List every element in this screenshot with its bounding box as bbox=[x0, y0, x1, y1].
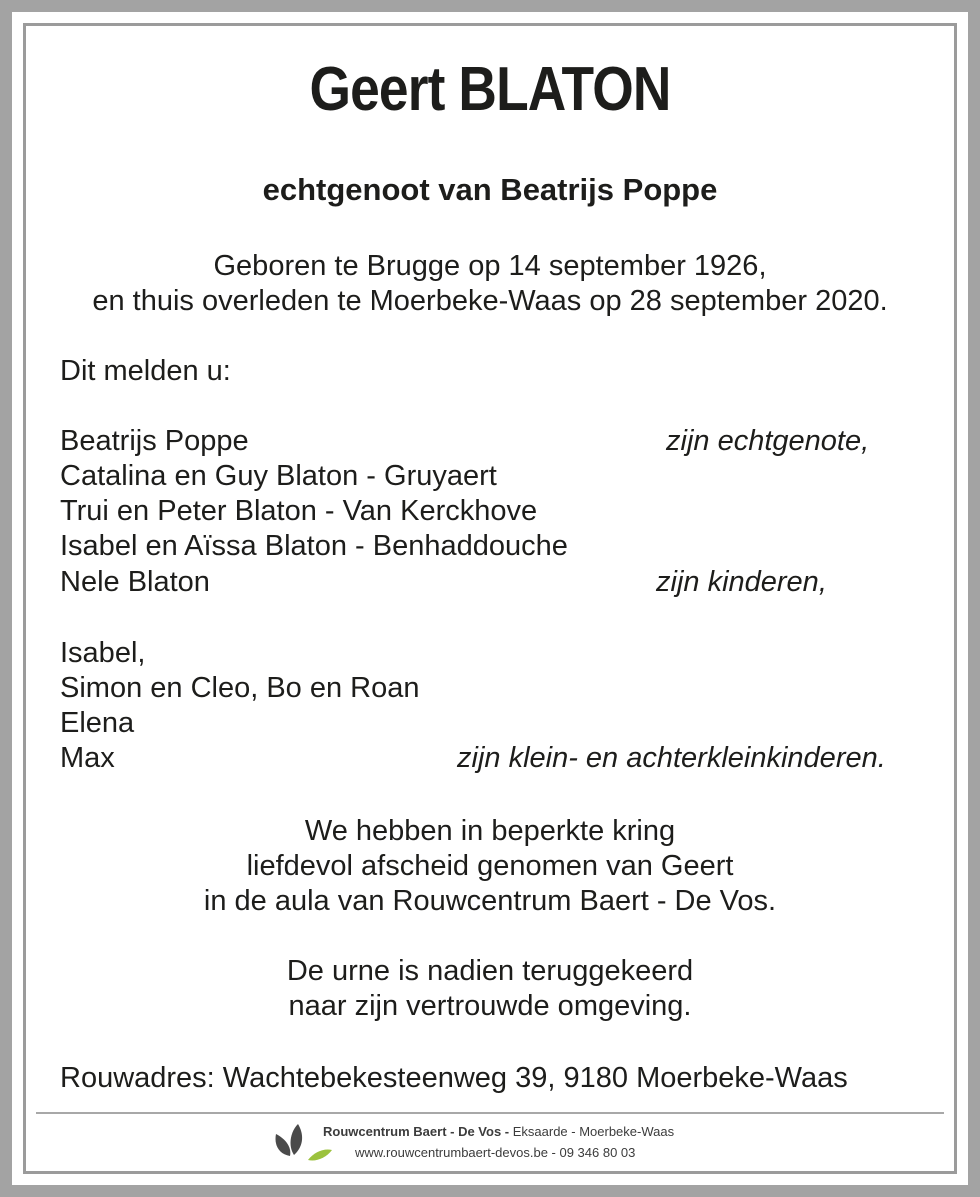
spouse-line: echtgenoot van Beatrijs Poppe bbox=[262, 172, 718, 207]
footer-divider bbox=[36, 1112, 944, 1114]
spouse-name: Beatrijs Poppe bbox=[60, 425, 249, 457]
urn-line-1: De urne is nadien teruggekeerd bbox=[286, 955, 694, 987]
child-2: Trui en Peter Blaton - Van Kerckhove bbox=[60, 495, 538, 527]
children-role: zijn kinderen, bbox=[656, 566, 827, 598]
urn-line-2: naar zijn vertrouwde omgeving. bbox=[288, 990, 692, 1022]
footer-contact[interactable]: www.rouwcentrumbaert-devos.be - 09 346 80 03 bbox=[355, 1145, 636, 1160]
died-line: en thuis overleden te Moerbeke-Waas op 28 september 2020. bbox=[92, 285, 888, 317]
farewell-line-3: in de aula van Rouwcentrum Baert - De Vos. bbox=[203, 885, 777, 917]
spouse-role: zijn echtgenote, bbox=[666, 425, 870, 457]
farewell-line-2: liefdevol afscheid genomen van Geert bbox=[246, 850, 734, 882]
grandchild-4: Max bbox=[60, 742, 115, 774]
grandchildren-role: zijn klein- en achterkleinkinderen. bbox=[457, 742, 886, 774]
farewell-line-1: We hebben in beperkte kring bbox=[304, 815, 676, 847]
child-1: Catalina en Guy Blaton - Gruyaert bbox=[60, 460, 497, 492]
footer-locations: Eksaarde - Moerbeke-Waas bbox=[509, 1124, 675, 1139]
born-line: Geboren te Brugge op 14 september 1926, bbox=[213, 250, 767, 282]
grandchild-2: Simon en Cleo, Bo en Roan bbox=[60, 672, 420, 704]
footer-company: Rouwcentrum Baert - De Vos - bbox=[323, 1124, 510, 1139]
address-line: Rouwadres: Wachtebekesteenweg 39, 9180 Moerbeke-Waas bbox=[60, 1062, 848, 1094]
logo-leaf-right bbox=[308, 1149, 332, 1160]
logo-leaf-middle bbox=[291, 1124, 303, 1155]
footer-company-line bbox=[323, 1124, 674, 1139]
child-3: Isabel en Aïssa Blaton - Benhaddouche bbox=[60, 530, 568, 562]
child-4: Nele Blaton bbox=[60, 566, 210, 598]
logo-leaf-left bbox=[276, 1134, 291, 1156]
grandchild-3: Elena bbox=[60, 707, 135, 739]
grandchild-1: Isabel, bbox=[60, 637, 146, 669]
intro-line: Dit melden u: bbox=[60, 355, 231, 387]
deceased-name: Geert BLATON bbox=[309, 55, 671, 124]
